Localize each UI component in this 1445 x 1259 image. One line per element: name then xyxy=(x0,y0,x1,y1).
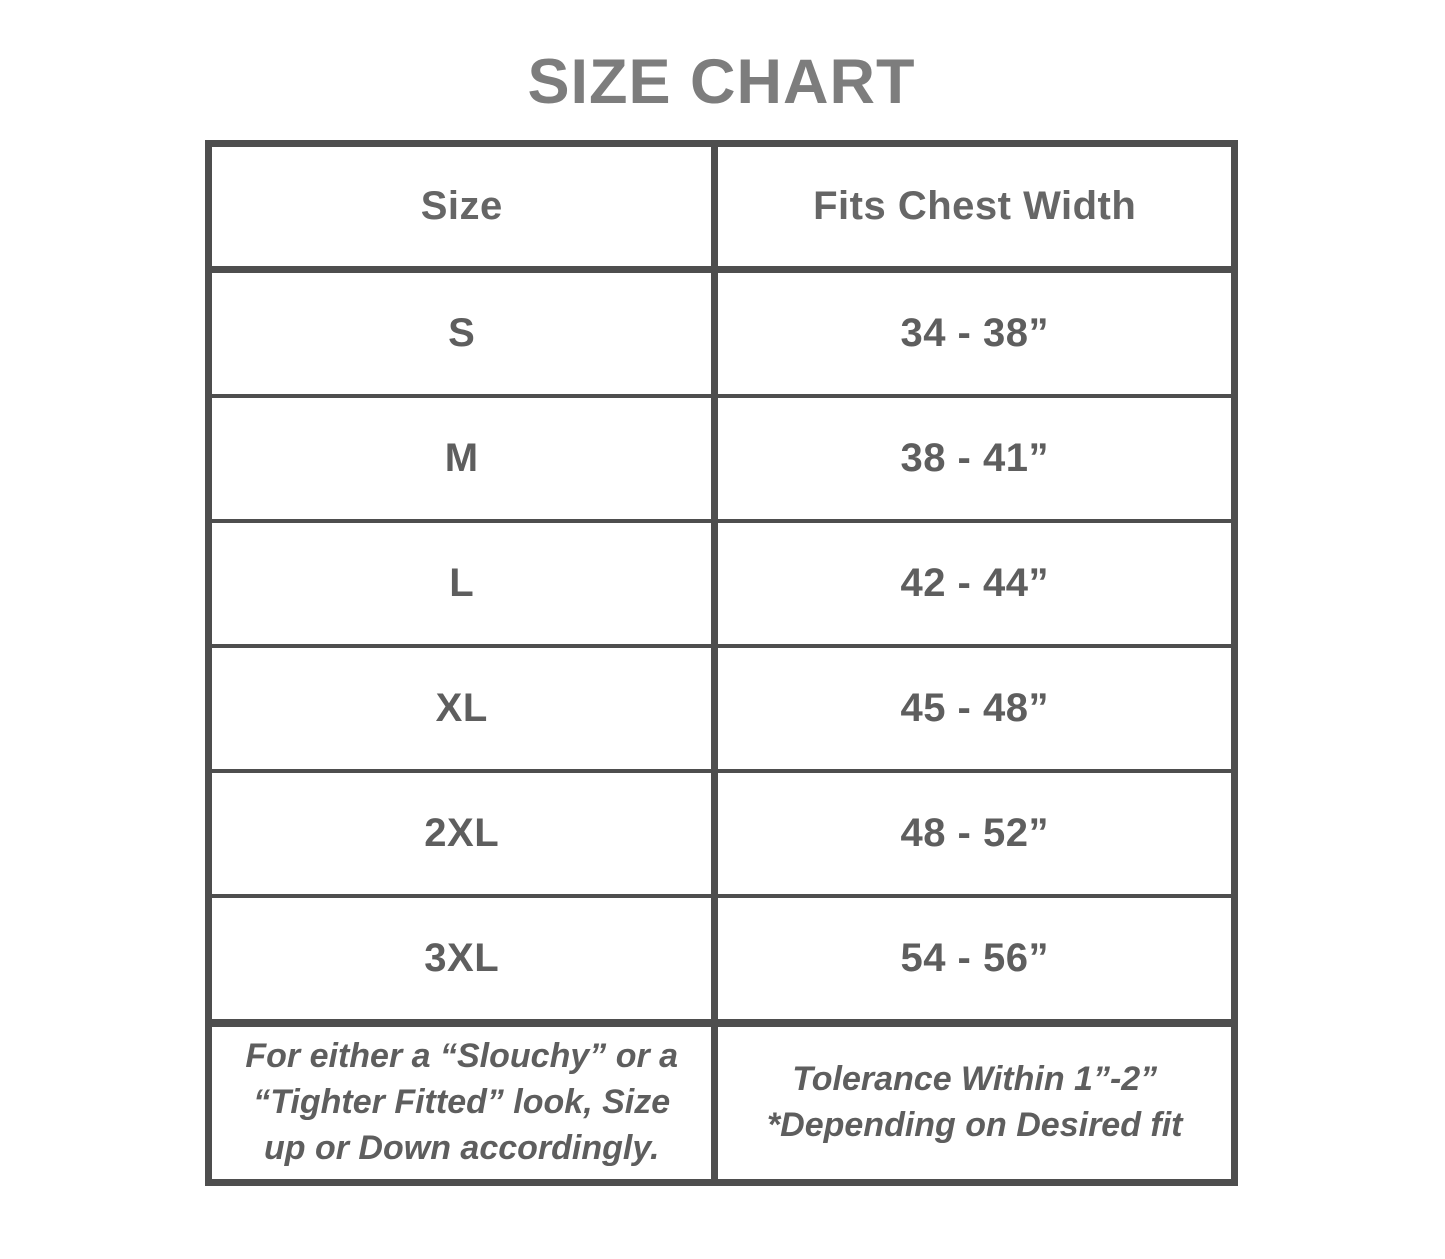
table-row xyxy=(212,773,1231,898)
size-cell: S xyxy=(212,273,718,394)
table-row xyxy=(212,398,1231,523)
size-cell: 3XL xyxy=(212,898,718,1019)
size-cell: L xyxy=(212,523,718,644)
chest-width-cell: 42 - 44” xyxy=(900,561,1049,605)
table-footer-row xyxy=(212,1027,1231,1179)
chest-width-cell: 38 - 41” xyxy=(900,436,1049,480)
size-table xyxy=(205,140,1238,1186)
chest-width-column-header: Fits Chest Width xyxy=(813,184,1137,228)
tolerance-note-right: Tolerance Within 1”-2” *Depending on Desired fit xyxy=(766,1060,1183,1144)
table-row xyxy=(212,898,1231,1027)
size-cell: 2XL xyxy=(212,773,718,894)
chest-width-cell: 34 - 38” xyxy=(900,311,1049,355)
table-row xyxy=(212,273,1231,398)
size-chart-panel xyxy=(205,0,1238,1186)
chest-width-cell: 54 - 56” xyxy=(900,936,1049,980)
table-row xyxy=(212,648,1231,773)
page-title: SIZE CHART xyxy=(527,47,916,117)
chest-width-cell: 45 - 48” xyxy=(900,686,1049,730)
size-cell: XL xyxy=(212,648,718,769)
size-column-header: Size xyxy=(212,147,718,266)
size-cell: M xyxy=(212,398,718,519)
table-header-row xyxy=(212,147,1231,273)
table-row xyxy=(212,523,1231,648)
chest-width-cell: 48 - 52” xyxy=(900,811,1049,855)
fit-note-left: For either a “Slouchy” or a “Tighter Fitted” look, Size up or Down accordingly. xyxy=(212,1027,718,1179)
